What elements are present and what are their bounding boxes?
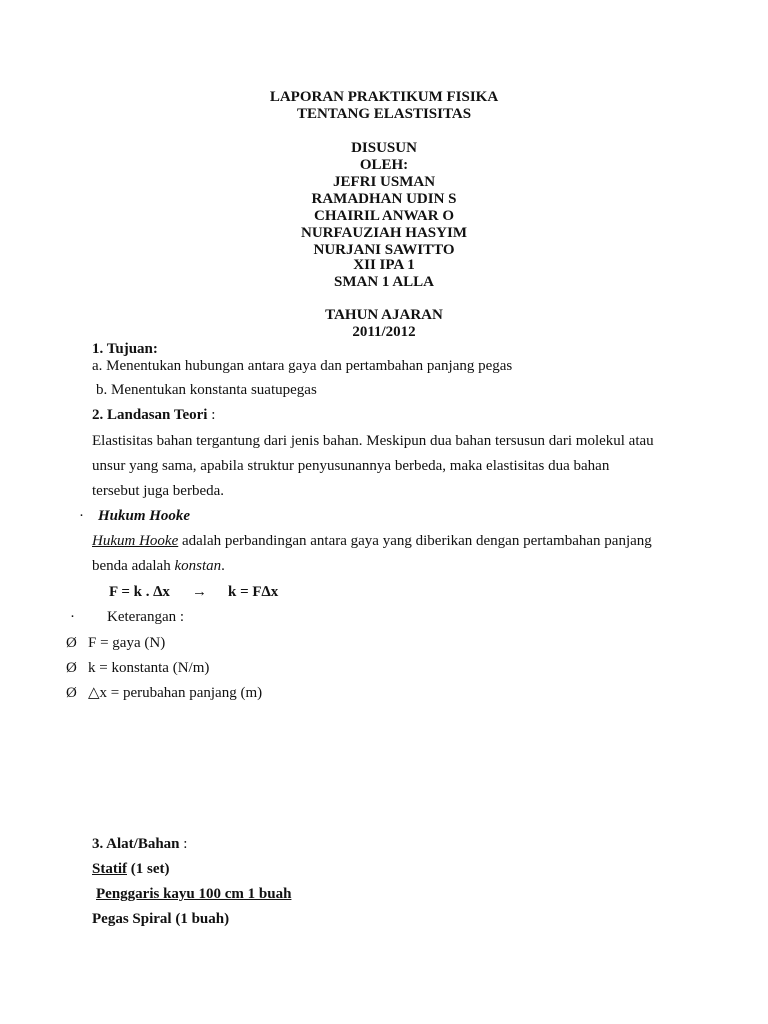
legend-item: F = gaya (N) [88,635,166,651]
landasan-paragraph-line: unsur yang sama, apabila struktur penyusunannya berbeda, maka elastisitas dua bahan [92,458,610,474]
year-label: TAHUN AJARAN [325,307,443,323]
disusun-label: DISUSUN [351,140,417,156]
legend-marker: Ø [66,685,77,701]
bullet-dot: · [79,508,84,524]
statif-qty: (1 set) [127,861,170,877]
hooke-heading: Hukum Hooke [98,508,191,524]
landasan-paragraph-line: Elastisitas bahan tergantung dari jenis bahan. Meskipun dua bahan tersusun dari molekul atau [92,433,654,449]
school-label: SMAN 1 ALLA [333,274,434,290]
alat-heading [92,835,187,853]
landasan-heading-colon: : [207,407,216,423]
legend-marker: Ø [66,635,77,651]
formula-right: k = F∆x [228,584,279,600]
formula-arrow: → [192,584,207,600]
alat-item-pegas: Pegas Spiral (1 buah) [92,911,230,927]
hooke-term-link[interactable]: Hukum Hooke [92,533,179,549]
author-name: NURFAUZIAH HASYIM [301,225,467,241]
statif-term: Statif [92,861,127,877]
oleh-label: OLEH: [359,157,409,173]
hooke-line1-text: adalah perbandingan antara gaya yang diberikan dengan pertambahan panjang [178,533,652,549]
hooke-paragraph-line1 [92,532,652,550]
author-name: RAMADHAN UDIN S [311,191,457,207]
hooke-line2-pre: benda adalah [92,558,175,574]
author-name: JEFRI USMAN [332,174,436,190]
alat-item-penggaris: Penggaris kayu 100 cm 1 buah [96,886,292,902]
legend-item: △x = perubahan panjang (m) [88,685,263,701]
tujuan-item-b: b. Menentukan konstanta suatupegas [96,382,317,398]
author-name: CHAIRIL ANWAR O [313,208,455,224]
landasan-heading-text: 2. Landasan Teori [92,407,208,423]
tujuan-heading: 1. Tujuan: [92,341,158,357]
class-label: XII IPA 1 [353,257,415,273]
landasan-heading [92,406,215,424]
formula-left: F = k . ∆x [109,584,170,600]
hooke-line2-post: . [221,558,225,574]
keterangan-bullet: · [70,609,75,625]
hooke-line2-term: konstan [174,558,222,574]
legend-item: k = konstanta (N/m) [88,660,210,676]
landasan-paragraph-line: tersebut juga berbeda. [92,483,225,499]
report-title-line2: TENTANG ELASTISITAS [296,106,472,122]
alat-heading-colon: : [179,836,188,852]
alat-item-statif [92,860,169,878]
alat-heading-text: 3. Alat/Bahan [92,836,180,852]
author-name: NURJANI SAWITTO [313,242,455,258]
legend-marker: Ø [66,660,77,676]
year-value: 2011/2012 [352,324,416,340]
tujuan-item-a: a. Menentukan hubungan antara gaya dan pertambahan panjang pegas [92,358,513,374]
hooke-paragraph-line2 [92,557,225,575]
keterangan-label: Keterangan : [107,609,185,625]
report-title-line1: LAPORAN PRAKTIKUM FISIKA [269,89,499,105]
